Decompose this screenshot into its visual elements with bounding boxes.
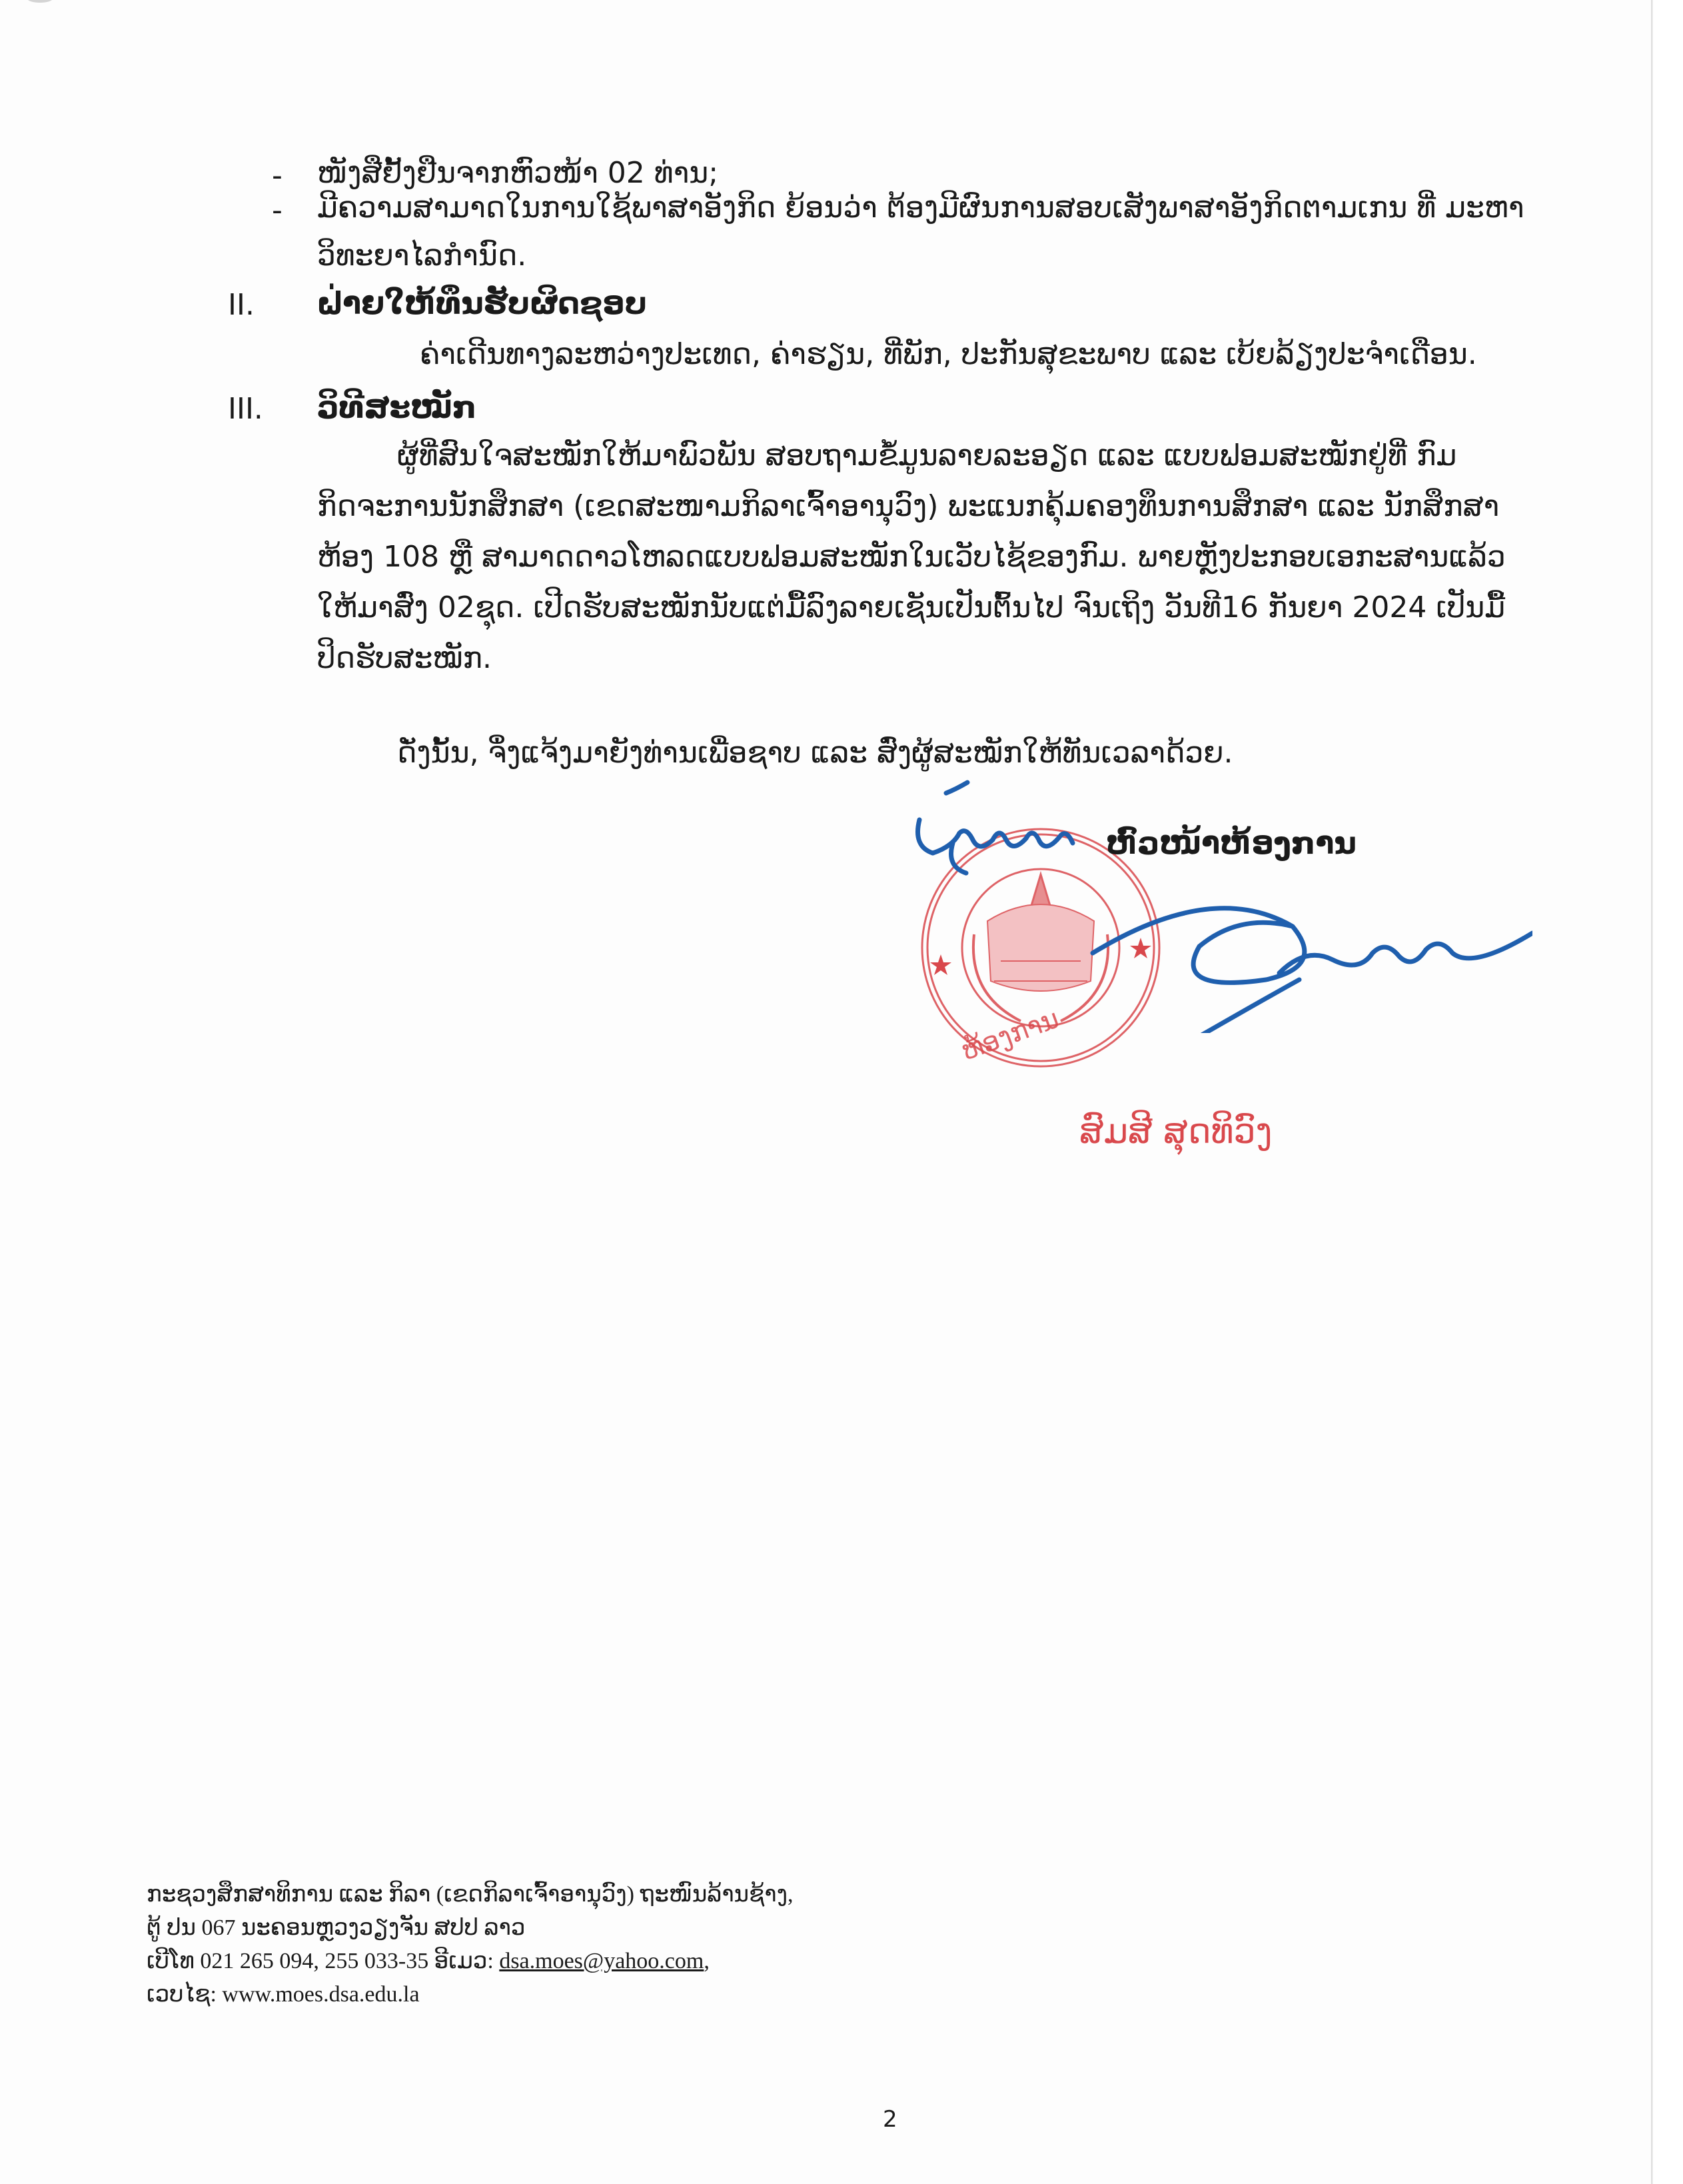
section-title: ຝ່າຍໃຫ້ທຶນຮັບຜິດຊອບ (317, 285, 648, 321)
closing-statement: ດັ່ງນັ້ນ, ຈຶ່ງແຈ້ງມາຍັງທ່ານເພື່ອຊາບ ແລະ ສົ່ງຜູ້ສະໝັກໃຫ້ທັນເວລາດ້ວຍ. (397, 736, 1233, 770)
paragraph-line: ຫ້ອງ 108 ຫຼື ສາມາດດາວໂຫລດແບບຟອມສະໝັກໃນເວັບໄຊ້ຂອງກົມ. ພາຍຫຼັງປະກອບເອກະສານແລ້ວ (317, 540, 1506, 574)
footer-phone: ເບີໂທ 021 265 094, 255 033-35 ອີເມວ: (147, 1949, 500, 1973)
requirement-item: ໜັງສືຢັ້ງຢືນຈາກຫົວໜ້າ 02 ທ່ານ; (317, 156, 719, 190)
paragraph-line: ປິດຮັບສະໝັກ. (317, 641, 492, 675)
bullet-marker: - (272, 159, 282, 193)
punctuation: , (704, 1949, 710, 1973)
requirement-item: ມີຄວາມສາມາດໃນການໃຊ້ພາສາອັງກິດ ຍ້ອນວ່າ ຕ້ອງມີຜົນການສອບເສັງພາສາອັງກິດຕາມເກນ ທີ່ ມະຫາ (317, 191, 1524, 225)
footer-phone-line (147, 1945, 794, 1978)
section-title: ວິທີສະໝັກ (317, 389, 477, 425)
stamp-label: ຫ້ອງການ (957, 1003, 1063, 1067)
footer-website-line (147, 1978, 794, 2011)
paragraph-line: ຜູ້ທີ່ສົນໃຈສະໝັກໃຫ້ມາພົວພັນ ສອບຖາມຂໍ້ມູນລາຍລະອຽດ ແລະ ແບບຟອມສະໝັກຢູ່ທີ່ ກົມ (397, 439, 1457, 473)
page-number: 2 (883, 2106, 897, 2133)
handwritten-signature-icon (893, 780, 1532, 1033)
paragraph-line: ກິດຈະການນັກສຶກສາ (ເຂດສະໜາມກິລາເຈົ້າອານຸວົງ) ພະແນກຄຸ້ມຄອງທຶນການສຶກສາ ແລະ ນັກສຶກສາ (317, 489, 1500, 523)
website-label: ເວບໄຊ: (147, 1982, 223, 2007)
footer-address-line1: ກະຊວງສຶກສາທິການ ແລະ ກິລາ (ເຂດກິລາເຈົ້າອານຸວົງ) ຖະໜົນລ້ານຊ້າງ, (147, 1882, 794, 1907)
website-link[interactable]: www.moes.dsa.edu.la (222, 1982, 420, 2007)
footer-contact (147, 1878, 794, 2011)
paragraph-line: ໃຫ້ມາສົ່ງ 02ຊຸດ. ເປີດຮັບສະໝັກນັບແຕ່ມື້ລົງລາຍເຊັນເປັນຕົ້ນໄປ ຈົນເຖິງ ວັນທີ16 ກັນຍາ 2024 ເປັນມື້ (317, 590, 1506, 624)
section-numeral: II. (228, 288, 255, 322)
email-link[interactable]: dsa.moes@yahoo.com (499, 1949, 704, 1973)
requirement-item-continuation: ວິທະຍາໄລກຳນົດ. (317, 239, 527, 273)
bullet-marker: - (272, 193, 282, 227)
scan-margin (1653, 0, 1683, 2184)
signature-title: ຫົວໜ້າຫ້ອງການ (1106, 825, 1357, 861)
section-body: ຄ່າເດີນທາງລະຫວ່າງປະເທດ, ຄ່າຮຽນ, ທີ່ພັກ, ປະກັນສຸຂະພາບ ແລະ ເບ້ຍລ້ຽງປະຈຳເດືອນ. (420, 337, 1477, 371)
footer-address-line2: ຕູ້ ປນ 067 ນະຄອນຫຼວງວຽງຈັນ ສປປ ລາວ (147, 1915, 526, 1940)
section-numeral: III. (228, 392, 263, 426)
signer-name: ສົມສີ ສຸດທິວົງ (1079, 1112, 1273, 1152)
scan-smudge (27, 0, 53, 3)
